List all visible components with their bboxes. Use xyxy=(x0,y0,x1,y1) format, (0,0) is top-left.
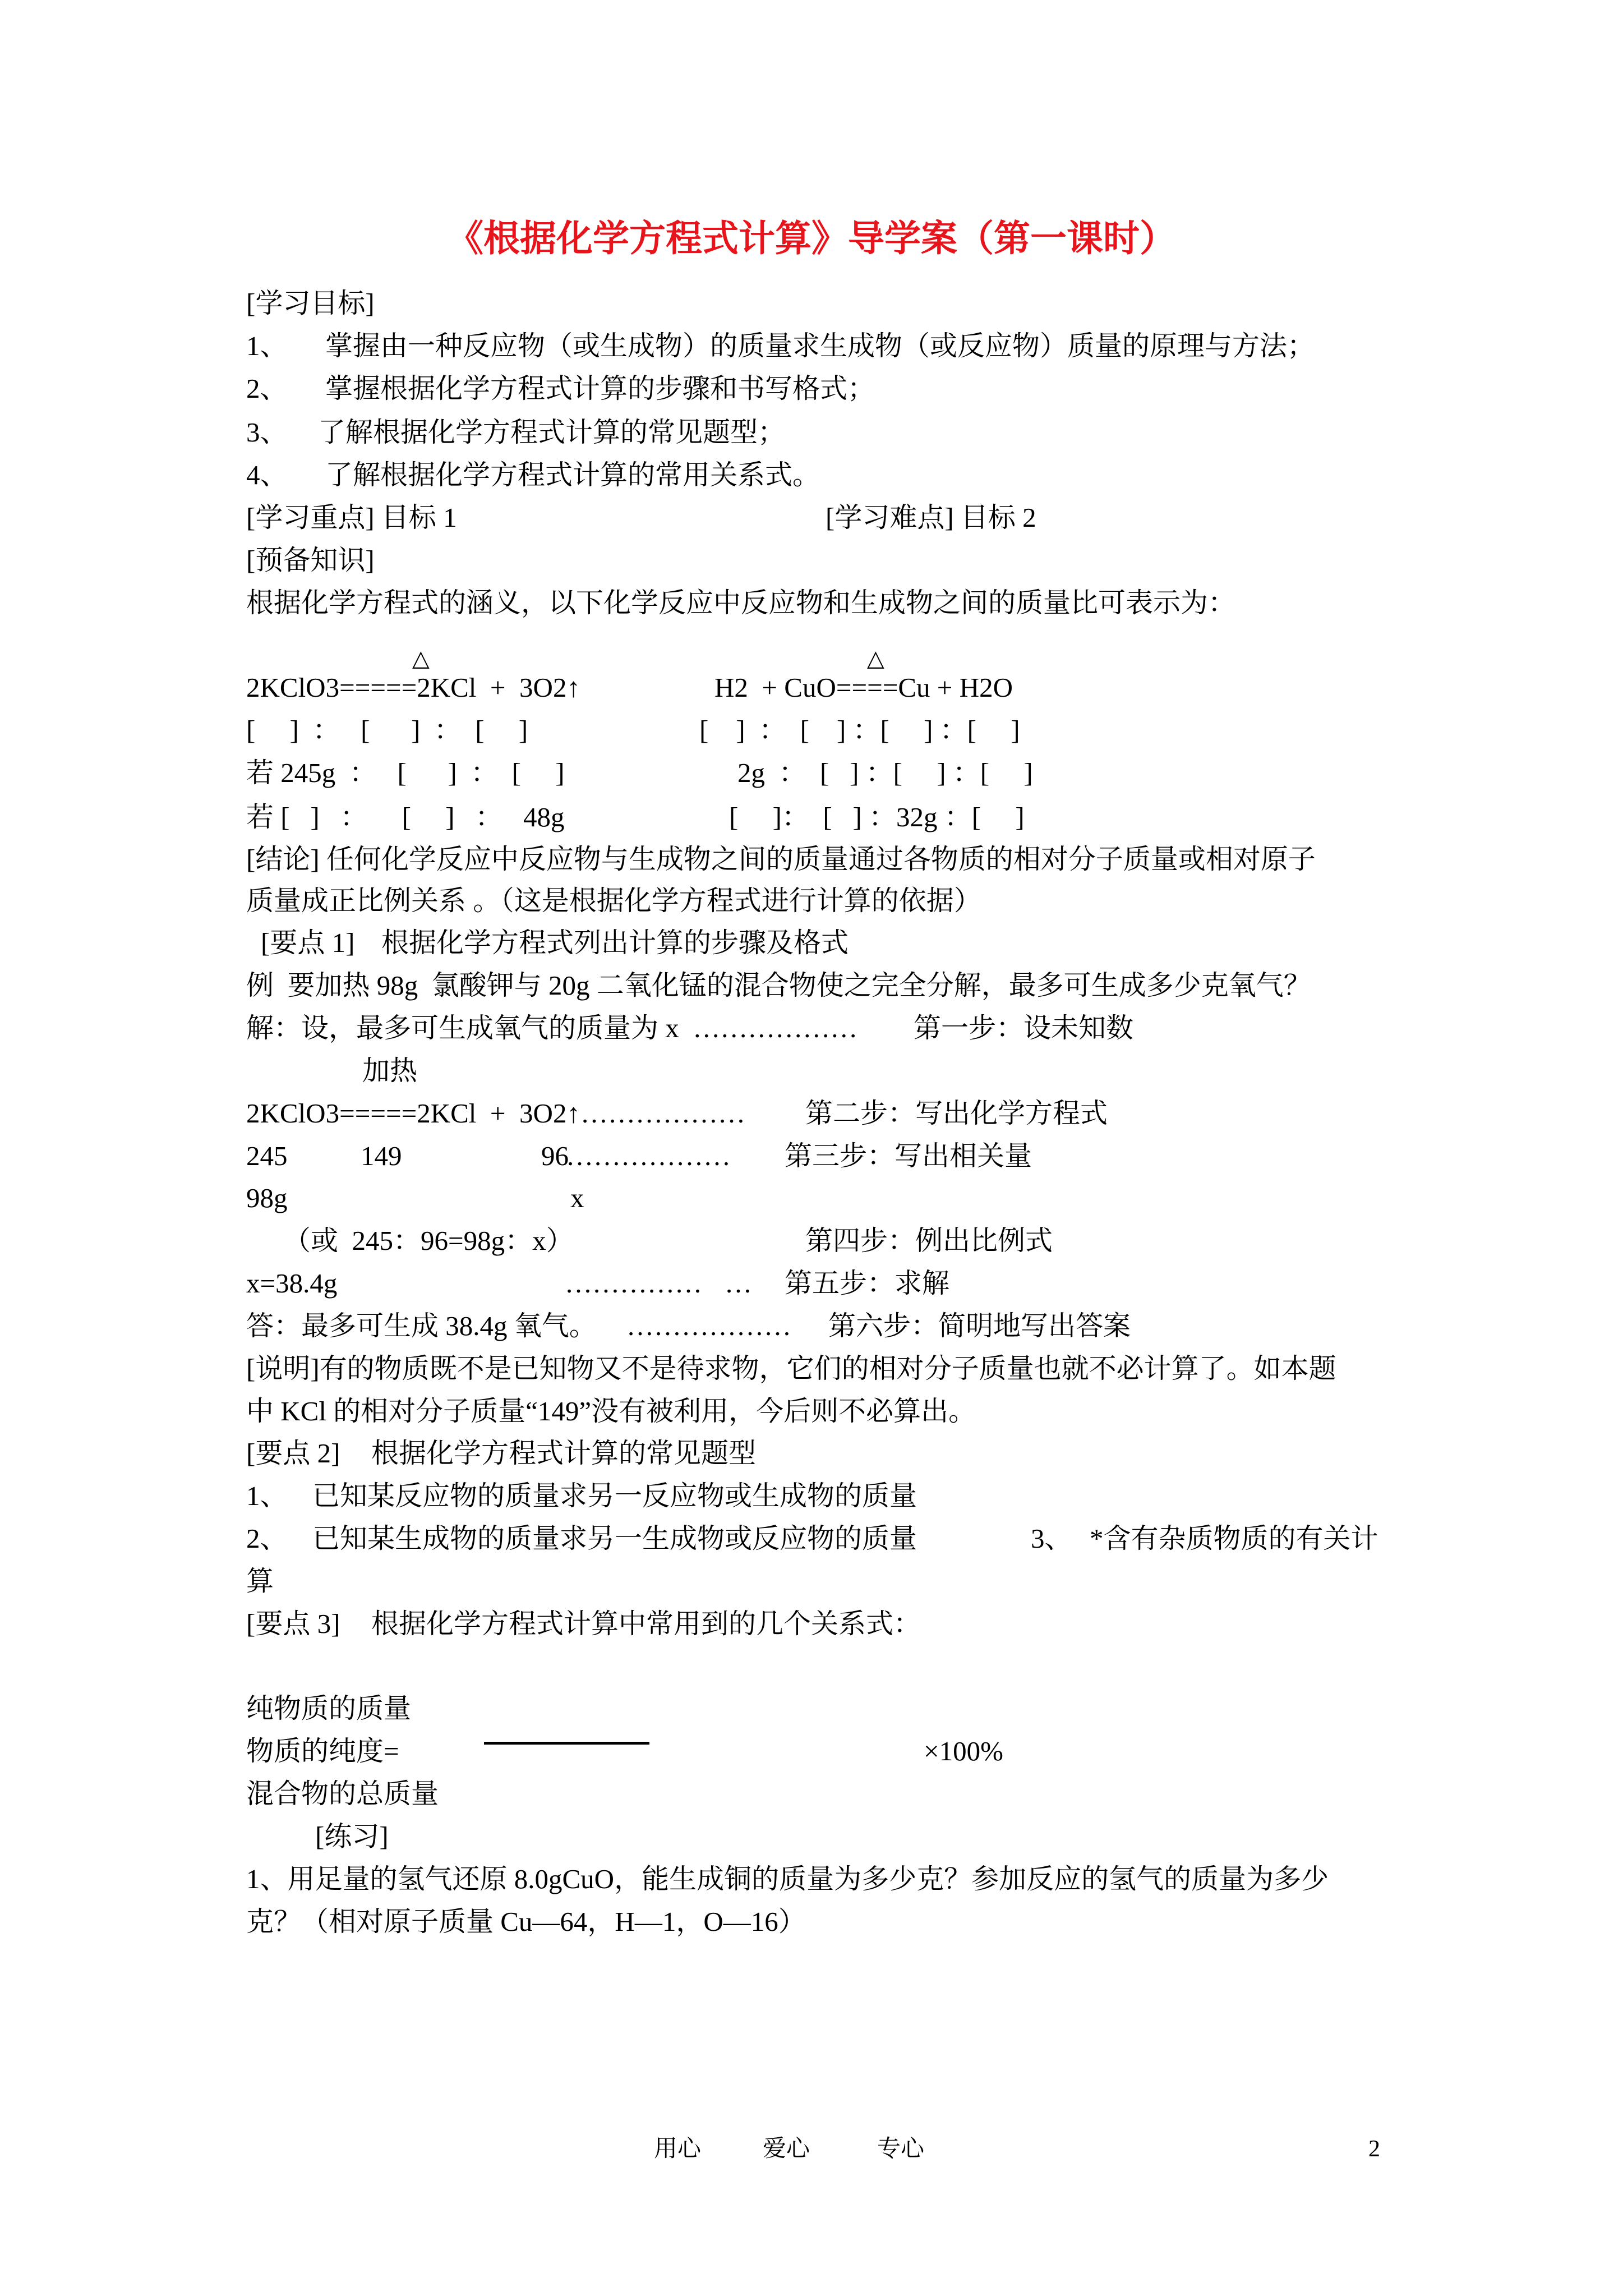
step4-label: 第四步：例出比例式 xyxy=(805,1225,1053,1256)
step3-dots: ……………… xyxy=(566,1140,731,1171)
relative-mass: 149 xyxy=(361,1140,402,1171)
mass-ratio-row: [ ]： [ ] ：32g ：[ ] xyxy=(729,802,1025,832)
objective-number: 3、 xyxy=(246,417,288,448)
step4-text: （或 245：96=98g：x） xyxy=(283,1225,574,1256)
mass-ratio-row: 2g ： [ ] ：[ ] ：[ ] xyxy=(737,757,1033,788)
step2-label: 第二步：写出化学方程式 xyxy=(805,1098,1108,1129)
fraction-line xyxy=(484,1742,649,1745)
point1-label: [要点 1] xyxy=(261,927,355,958)
step1-text: 解：设，最多可生成氧气的质量为 x ……………… xyxy=(246,1013,858,1043)
fraction-denominator: 混合物的总质量 xyxy=(246,1778,439,1809)
preparation-heading: [预备知识] xyxy=(246,545,375,576)
step6-dots: ……………… xyxy=(626,1310,791,1341)
page-number: 2 xyxy=(1368,2136,1380,2162)
step6-label: 第六步：简明地写出答案 xyxy=(828,1310,1131,1341)
objective-text: 掌握根据化学方程式计算的步骤和书写格式； xyxy=(325,373,875,404)
problem-type-text: 算 xyxy=(246,1566,274,1596)
step5-text: x=38.4g xyxy=(246,1268,338,1299)
problem-type-text: *含有杂质物质的有关计 xyxy=(1090,1523,1378,1554)
problem-type-number: 1、 xyxy=(246,1480,288,1511)
objective-number: 2、 xyxy=(246,373,288,404)
objective-number: 1、 xyxy=(246,330,288,361)
equation-kclo3: 2KClO3=====2KCl + 3O2↑ xyxy=(246,672,580,703)
point2-title: 根据化学方程式计算的常见题型 xyxy=(371,1438,757,1469)
purity-label: 物质的纯度= xyxy=(246,1736,399,1766)
exercise-question: 克？（相对原子质量 Cu—64，H—1，O—16） xyxy=(246,1906,806,1937)
mass-ratio-row: 若 245g ： [ ] ： [ ] xyxy=(246,757,565,788)
point3-title: 根据化学方程式计算中常用到的几个关系式： xyxy=(371,1608,921,1639)
footer-motto: 爱心 xyxy=(763,2136,810,2162)
objective-text: 了解根据化学方程式计算的常用关系式。 xyxy=(325,459,820,490)
page-title: 《根据化学方程式计算》导学案（第一课时） xyxy=(446,219,1176,259)
step5-label: 第五步：求解 xyxy=(785,1268,950,1299)
note-line: [说明]有的物质既不是已知物又不是待求物，它们的相对分子质量也就不必计算了。如本题 xyxy=(246,1353,1336,1384)
heat-condition-symbol: △ xyxy=(867,646,884,671)
example-question: 例 要加热 98g 氯酸钾与 20g 二氧化锰的混合物使之完全分解，最多可生成多少克氧气？ xyxy=(246,970,1311,1001)
relative-mass: 245 xyxy=(246,1140,288,1171)
objective-text: 掌握由一种反应物（或生成物）的质量求生成物（或反应物）质量的原理与方法； xyxy=(325,330,1315,361)
point2-label: [要点 2] xyxy=(246,1438,340,1469)
problem-type-number: 2、 xyxy=(246,1523,288,1554)
problem-type-number: 3、 xyxy=(1031,1523,1072,1554)
learning-difficulty: [学习难点] 目标 2 xyxy=(826,502,1036,533)
step1-label: 第一步：设未知数 xyxy=(914,1013,1134,1043)
exercise-question: 1、用足量的氢气还原 8.0gCuO，能生成铜的质量为多少克？参加反应的氢气的质量为多少 xyxy=(246,1864,1329,1894)
fraction-numerator: 纯物质的质量 xyxy=(246,1693,412,1724)
relative-mass: 96 xyxy=(541,1140,569,1171)
problem-type-text: 已知某生成物的质量求另一生成物或反应物的质量 xyxy=(312,1523,917,1554)
conclusion-line: [结论] 任何化学反应中反应物与生成物之间的质量通过各物质的相对分子质量或相对原子 xyxy=(246,844,1316,875)
given-mass: 98g xyxy=(246,1182,288,1213)
preparation-intro: 根据化学方程式的涵义，以下化学反应中反应物和生成物之间的质量比可表示为： xyxy=(246,587,1236,618)
unknown-mass: x xyxy=(570,1182,584,1213)
step2-text: 2KClO3=====2KCl + 3O2↑……………… xyxy=(246,1098,745,1129)
learning-focus: [学习重点] 目标 1 xyxy=(246,502,457,533)
heat-condition: 加热 xyxy=(362,1055,418,1086)
objective-number: 4、 xyxy=(246,459,288,490)
mass-ratio-row: [ ] ： [ ] ： [ ] xyxy=(246,715,528,746)
percent-factor: ×100% xyxy=(924,1736,1003,1766)
heat-condition-symbol: △ xyxy=(412,646,430,671)
equation-cuo: H2 + CuO====Cu + H2O xyxy=(714,672,1013,703)
step6-text: 答：最多可生成 38.4g 氧气。 xyxy=(246,1310,597,1341)
step5-dots: … xyxy=(725,1268,752,1299)
mass-ratio-row: 若 [ ] ： [ ] ： 48g xyxy=(246,802,565,832)
point1-title: 根据化学方程式列出计算的步骤及格式 xyxy=(381,927,849,958)
step3-label: 第三步：写出相关量 xyxy=(785,1140,1032,1171)
note-line: 中 KCl 的相对分子质量“149”没有被利用，今后则不必算出。 xyxy=(246,1396,976,1427)
objectives-heading: [学习目标] xyxy=(246,288,375,319)
step5-dots: …………… xyxy=(565,1268,702,1299)
conclusion-line: 质量成正比例关系 。（这是根据化学方程式进行计算的依据） xyxy=(246,885,981,916)
objective-text: 了解根据化学方程式计算的常见题型； xyxy=(318,417,786,448)
footer-motto: 专心 xyxy=(877,2136,925,2162)
point3-label: [要点 3] xyxy=(246,1608,340,1639)
exercise-heading: [练习] xyxy=(315,1821,389,1852)
problem-type-text: 已知某反应物的质量求另一反应物或生成物的质量 xyxy=(312,1480,917,1511)
mass-ratio-row: [ ] ： [ ] ：[ ] ：[ ] xyxy=(699,715,1020,746)
footer-motto: 用心 xyxy=(654,2136,702,2162)
